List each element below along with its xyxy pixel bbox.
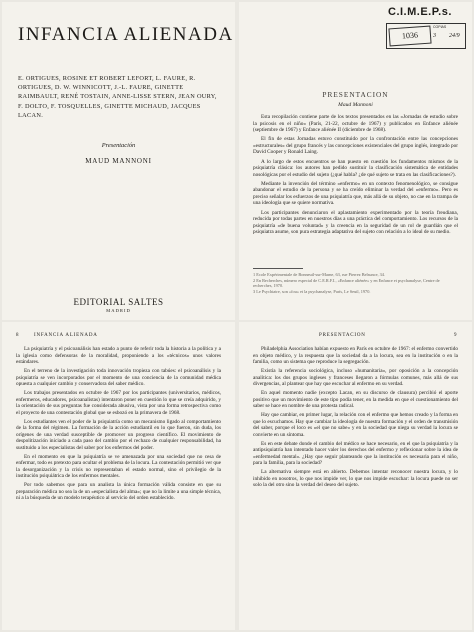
presentation-page (239, 2, 472, 320)
paragraph: Los estudiantes ven el poder de la psiquiatría como un mecanismo ligado al comportamiento de la forma del régimen. La formación de la acción estudiantil en lo que fueron, sin duda, los orígenes de una verdad susceptible de promover un progreso científico. El movimiento de despolitización iniciado a cada paso del cambio por el rechazo de cualquier responsabilidad, ha sustituido a los especialistas del saber por los enfermos del poder. (16, 418, 221, 451)
paragraph: Es en este debate donde el cambio del médico se hace necesario, en el que la psiquiatría y la antipsiquiatría han intentado hacer valer los derechos del enfermo y reflexionar sobre la idea de «enfermedad mental». ¿Hay que seguir planteando que la institución es necesaria para el niño, para la familia, para la sociedad? (253, 440, 458, 467)
publisher-name: EDITORIAL SALTES (73, 297, 164, 307)
footnotes (253, 272, 458, 295)
paragraph: La psiquiatría y el psicoanálisis han estado a punto de referir toda la historia a la política y a la iglesia como defensoras de la moralidad, proponiendo a los «técnicos» unos valores estándares. (16, 346, 221, 365)
title-page (2, 2, 235, 320)
paragraph: A lo largo de estos encuentros se han puesto en cuestión los fundamentos mismos de la psiquiatría clásica: los autores han pedido sustituir la clasificación sistemática de entidades nosológicas por el estudio del sujeto (¿qué habla? ¿de qué sujeto se trata en las clasificaciones?). (253, 158, 458, 178)
footnote: 3 Le Psychiatre, son «fou» et la psychanalyse, París, Le Seuil, 1970. (253, 288, 371, 294)
stamp-number: 1036 (388, 26, 431, 47)
paragraph: En el momento en que la psiquiatría se ve amenazada por una sociedad que no cesa de enfermar, todo es pretexto para ocultar el problema de la locura. La contestación permitió ver que la desorganización y la crisis no representaban el estado normal, sino el privilegio de la institución psiquiátrica de los enfermos mentales. (16, 453, 221, 480)
paragraph: Philadelphia Association habían expuesto en París en octubre de 1967: el enfermo convertido en objeto médico, y la respuesta que la sociedad da a la locura, sea en la institución o en la familia, como un sistema que reproduce la segregación. (253, 346, 458, 365)
stamp-box (386, 23, 466, 49)
page-9 (239, 322, 472, 630)
stamp-title: C.I.M.E.P.s. (388, 6, 452, 18)
footnote: 2 En Recherches, número especial de C.E.R.F.I., «Enfance aliénée» y en Enfance et psychanalyse, Centre de recherches, 1970. (253, 277, 440, 289)
presentation-label: Presentación (101, 142, 136, 149)
paragraph: En aquel momento nadie (excepto Lacan, en su discurso de clausura) percibió el aporte positivo que un movimiento de este tipo podía tener, en la medida en que el cuestionamiento del saber se hace en nombre de una protesta radical. (253, 390, 458, 410)
footnote-divider (253, 268, 303, 269)
stamp-handwriting-1: 3 (433, 33, 436, 39)
paragraph: Los trabajos presentados en octubre de 1967 por los participantes (universitarios, médicos, enfermeros, educadores, psicoanalistas) intentaron poner en cuestión lo que se creía adquirido, y la orientación de sus preguntas fue considerada abusiva, vista por una forma retrospectiva como el proyecto de una contestación global que se esbozó en la primavera de 1968. (16, 390, 221, 416)
paragraph: Existía la referencia sociológica, incluso «humanitaria», por oposición a la concepción analítica: los dos grupos ingleses y franceses llegaron a fórmulas comunes, más allá de sus divergencias, al plantear que hay que escuchar al enfermo en su verdad. (253, 368, 458, 388)
paragraph: La alternativa siempre está en abierto. Debemos intentar reconocer nuestra locura, y lo inhibido en nosotros, lo que nos impide ver, lo que nos impide escuchar: la locura puede no ser solo la del otro sino la verdad del deseo del sujeto. (253, 469, 458, 489)
footnote: 1 Ecole Expérimentale de Bonneuil-sur-Marne, 63, rue Pierrez Belsunce, 34. (253, 272, 385, 277)
authors-list: E. ORTIGUES, ROSINE ET ROBERT LEFORT, L. FAURE, R. ORTIGUES, D. W. WINNICOTT, J.-L. FAURE, GINETTE RAIMBAULT, RENÉ TOSTAIN, ANNE-LISSE STERN, JEAN OURY, F. DOLTO, F. TOSQUELLES, GINETTE MICHAUD, JACQUES LACAN. (18, 75, 217, 119)
page-body (253, 346, 458, 492)
publisher-city: MADRID (106, 308, 131, 313)
page-8 (2, 322, 235, 630)
paragraph: Esta recopilación contiene parte de los textos presentados en las «Jornadas de estudio sobre la psicosis en el niño» (París, 21-22, octubre de 1967) y publicados en Enfance aliénée (septiembre de 1967) y Enfance aliénée II (diciembre de 1968). (253, 114, 458, 133)
paragraph: Mediante la invención del término «enfermo» en un contexto fenomenológico, se consigue abandonar el estudio de la persona y se ha creído eliminar la verdad del «enfermo». Pero es preciso señalar los esfuerzos de una psiquiatría que, más allá de su objeto, no cae en la trampa de una ideología que se quiere normativa. (253, 180, 458, 207)
paragraph: El fin de estas Jornadas estuvo constituido por la confrontación entre las concepciones «estructurales» del grupo francés y las concepciones existenciales del grupo inglés, integrado por David Cooper y Ronald Laing. (253, 136, 458, 156)
presenter-name: MAUD MANNONI (85, 157, 152, 165)
page-number: 9 (454, 333, 458, 338)
presentation-body (253, 114, 458, 238)
page-body (16, 346, 221, 505)
running-head: INFANCIA ALIENADA (34, 333, 98, 338)
stamp-handwriting-2: 24/9 (449, 33, 460, 39)
page-number: 8 (16, 333, 20, 338)
section-title: PRESENTACION (322, 90, 389, 99)
paragraph: Hay que cambiar, en primer lugar, la relación con el enfermo que hemos creado y la forma en que lo escuchamos. Hay que cambiar la ideología de nuestra formación y el orden de transmisión del saber, porque el loco es «el que no sabe» y en la sociedad que niega su verdad la locura se convierte en un síntoma. (253, 412, 458, 438)
paragraph: En el terreno de la investigación toda innovación tropieza con tabúes: el psicoanálisis y la psiquiatría se ven incorporados por el momento de una conciencia de la comunidad médica opuesta a cualquier cambio y conservadora del saber médico. (16, 368, 221, 388)
paragraph: Los participantes denunciaron el aplastamiento experimentado por la teoría freudiana, reducida por todas partes en nuestros días a una práctica del comportamiento. Los recursos de la psiquiatría «de buena voluntad» y la creencia en la seguridad de un rol de guardián que el psiquiatra asume, son pura estrategia adaptativa del sujeto con relación a lo ideal de su medio. (253, 209, 458, 236)
section-author: Maud Mannoni (338, 102, 373, 108)
paragraph: Por todo sabemos que para un analista la única formación válida consiste en que su preparación médica no sea la de un «especialista del alma»; que no la limite a una simple técnica, ni a la búsqueda de un modelo terapéutico al servicio del orden establecido. (16, 482, 221, 502)
library-stamp (384, 6, 466, 50)
book-title: INFANCIA ALIENADA (18, 24, 234, 45)
stamp-copias-label: COPIAS (433, 25, 447, 29)
running-head: PRESENTACION (319, 333, 366, 338)
